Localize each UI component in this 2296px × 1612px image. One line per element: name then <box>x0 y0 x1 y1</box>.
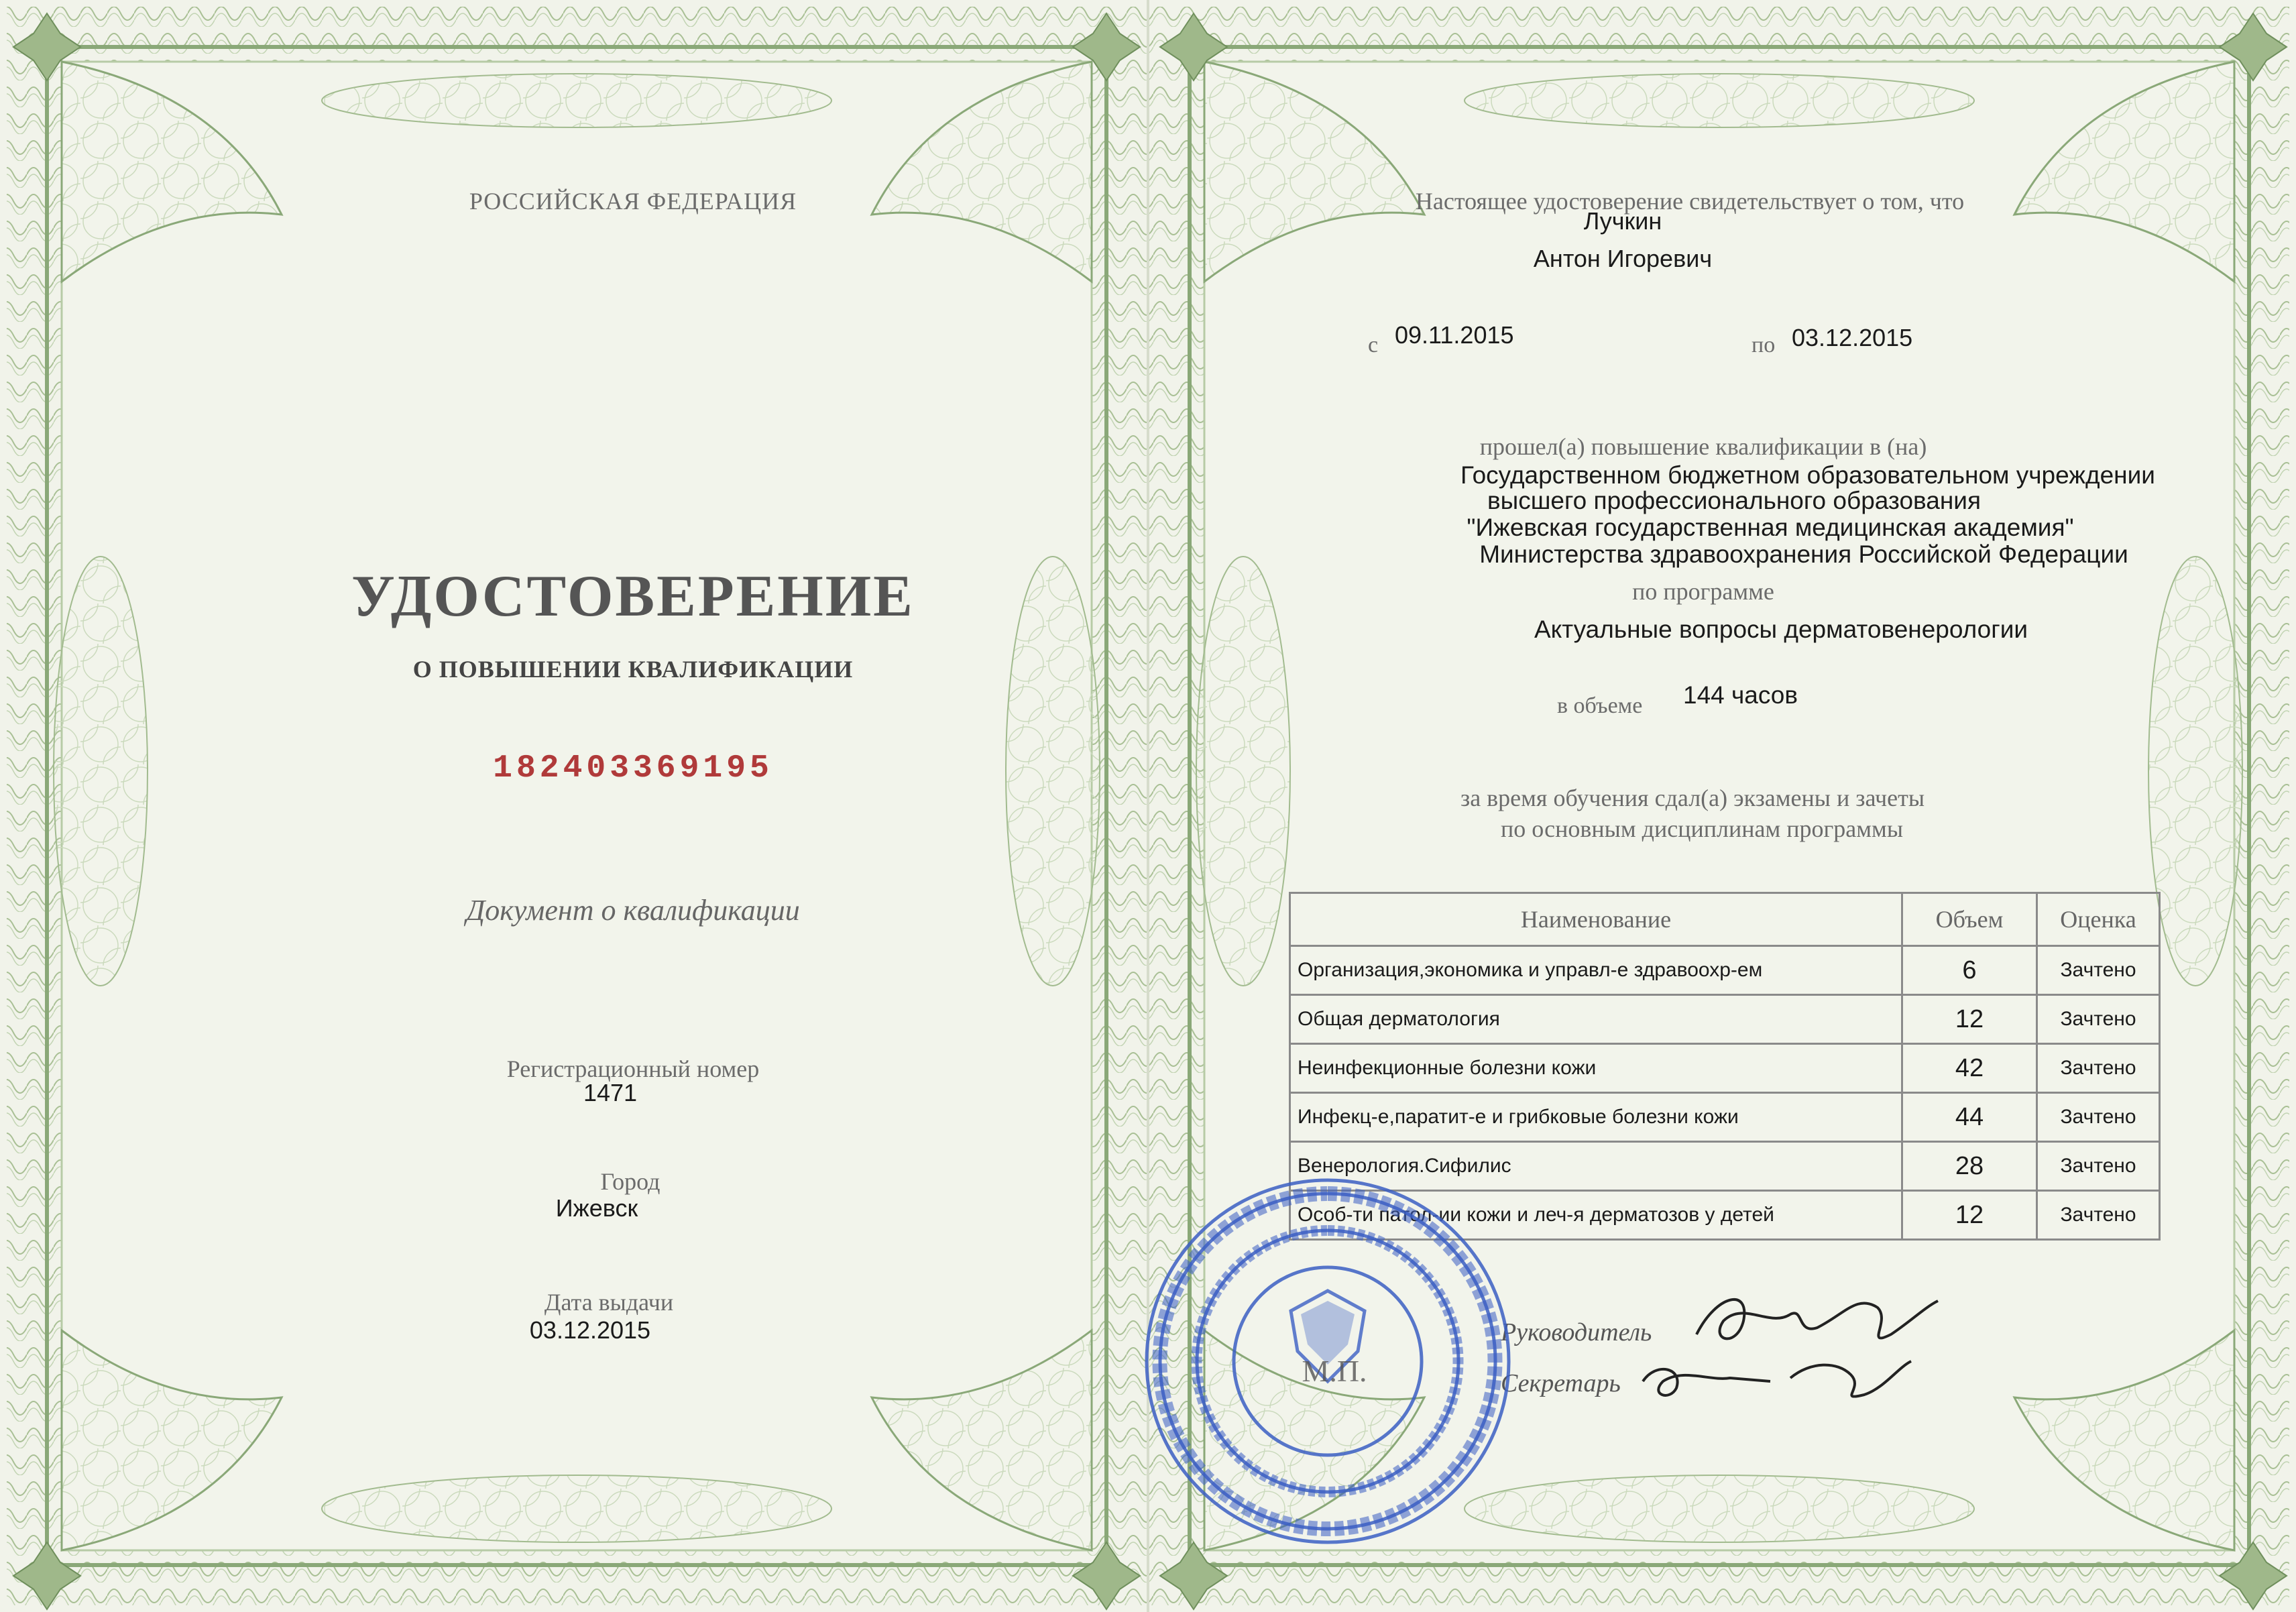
discipline-name: Общая дерматология <box>1290 995 1902 1044</box>
discipline-volume: 6 <box>1902 946 2037 995</box>
discipline-grade: Зачтено <box>2037 946 2160 995</box>
issue-date-value: 03.12.2015 <box>529 1316 651 1344</box>
stamp-mp-text: М.П. <box>1302 1354 1367 1388</box>
document-title: УДОСТОВЕРЕНИЕ <box>351 564 915 629</box>
discipline-grade: Зачтено <box>2037 1142 2160 1191</box>
volume-label: в объеме <box>1557 693 1643 718</box>
discipline-grade: Зачтено <box>2037 1093 2160 1142</box>
program-label: по программе <box>1632 578 1774 605</box>
registration-label: Регистрационный номер <box>506 1055 760 1082</box>
table-header-row <box>1290 893 2160 946</box>
program-name: Актуальные вопросы дерматовенерологии <box>1534 616 2028 643</box>
discipline-grade: Зачтено <box>2037 1191 2160 1240</box>
institution-line-1: Государственном бюджетном образовательном учреждении <box>1460 461 2155 489</box>
country-label: РОССИЙСКАЯ ФЕДЕРАЦИЯ <box>469 188 797 215</box>
institution-line-3: "Ижевская государственная медицинская академия" <box>1467 514 2074 541</box>
registration-number: 1471 <box>583 1079 638 1106</box>
period-from-date: 09.11.2015 <box>1395 321 1514 349</box>
period-from-label: с <box>1368 333 1379 357</box>
discipline-name: Инфекц-е,паратит-е и грибковые болезни кожи <box>1290 1093 1902 1142</box>
official-stamp <box>1133 1167 1522 1556</box>
table-row <box>1290 1093 2160 1142</box>
secretary-label: Секретарь <box>1501 1369 1621 1397</box>
exams-text-line-2: по основным дисциплинам программы <box>1500 815 1904 842</box>
volume-value: 144 часов <box>1683 681 1798 709</box>
head-label: Руководитель <box>1501 1318 1652 1346</box>
column-header-name: Наименование <box>1290 893 1902 946</box>
discipline-name: Особ-ти патол-ии кожи и леч-я дерматозов у детей <box>1290 1191 1902 1240</box>
exams-text-line-1: за время обучения сдал(а) экзамены и зачеты <box>1460 785 1925 811</box>
table-row <box>1290 946 2160 995</box>
discipline-name: Неинфекционные болезни кожи <box>1290 1044 1902 1093</box>
table-row <box>1290 995 2160 1044</box>
city-label: Город <box>600 1168 661 1195</box>
period-to-date: 03.12.2015 <box>1792 324 1913 351</box>
discipline-grade: Зачтено <box>2037 1044 2160 1093</box>
discipline-volume: 12 <box>1902 1191 2037 1240</box>
issue-date-label: Дата выдачи <box>544 1289 674 1316</box>
document-type: Документ о квалификации <box>466 894 800 927</box>
passed-text: прошел(а) повышение квалификации в (на) <box>1479 433 1927 460</box>
column-header-grade: Оценка <box>2037 893 2160 946</box>
serial-number: 182403369195 <box>493 750 773 787</box>
discipline-volume: 44 <box>1902 1093 2037 1142</box>
secretary-signature <box>1636 1341 1918 1422</box>
discipline-volume: 42 <box>1902 1044 2037 1093</box>
discipline-volume: 28 <box>1902 1142 2037 1191</box>
holder-given-names: Антон Игоревич <box>1533 245 1713 272</box>
document-subtitle: О ПОВЫШЕНИИ КВАЛИФИКАЦИИ <box>412 656 854 683</box>
city-value: Ижевск <box>555 1194 638 1222</box>
certificate-intro: Настоящее удостоверение свидетельствует о том, что <box>1415 188 1965 215</box>
column-header-volume: Объем <box>1902 893 2037 946</box>
institution-line-4: Министерства здравоохранения Российской Федерации <box>1479 540 2128 568</box>
discipline-name: Венерология.Сифилис <box>1290 1142 1902 1191</box>
discipline-volume: 12 <box>1902 995 2037 1044</box>
holder-surname: Лучкин <box>1583 207 1662 235</box>
discipline-name: Организация,экономика и управл-е здравоохр-ем <box>1290 946 1902 995</box>
table-row <box>1290 1044 2160 1093</box>
institution-line-2: высшего профессионального образования <box>1487 487 1982 514</box>
period-to-label: по <box>1752 333 1776 357</box>
discipline-grade: Зачтено <box>2037 995 2160 1044</box>
